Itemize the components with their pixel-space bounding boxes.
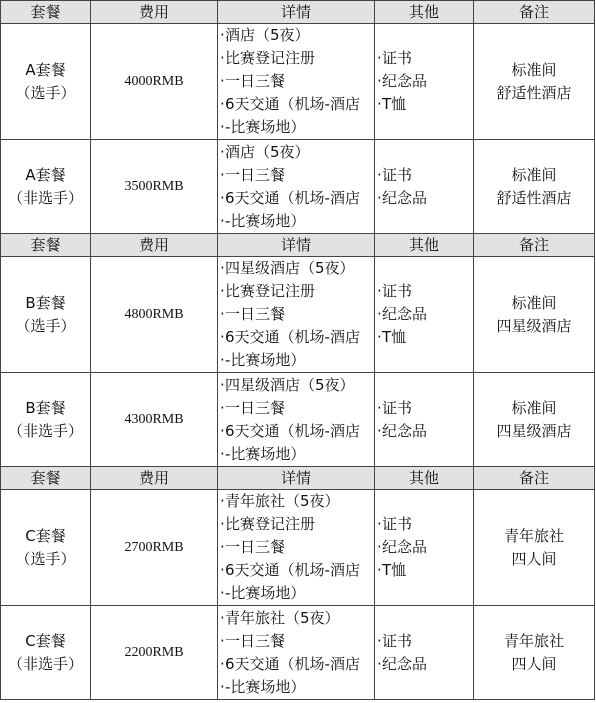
detail-text: 一日三餐: [225, 305, 286, 323]
header-other: 其他: [375, 467, 474, 490]
other-item: [377, 536, 473, 559]
bullet-dot: ·: [377, 398, 382, 417]
other-item: [377, 653, 473, 676]
package-fee: 4000RMB: [91, 24, 218, 140]
header-details: 详情: [218, 467, 375, 490]
detail-item: [220, 210, 374, 233]
other-item: [377, 47, 473, 70]
other-item: [377, 559, 473, 582]
bullet-dot: ·: [220, 444, 225, 463]
package-fee: 3500RMB: [91, 140, 218, 234]
detail-item: [220, 70, 374, 93]
detail-item: [220, 280, 374, 303]
other-text: T恤: [382, 328, 407, 346]
header-package: 套餐: [1, 234, 91, 257]
other-text: 纪念品: [382, 421, 428, 440]
other-text: 纪念品: [382, 654, 428, 673]
note-line: 舒适性酒店: [496, 83, 572, 102]
package-details-cell: [218, 606, 375, 700]
other-item: [377, 70, 473, 93]
note-line: 标准间: [511, 165, 557, 184]
other-item: [377, 397, 473, 420]
detail-item: [220, 676, 374, 699]
detail-item: [220, 513, 374, 536]
detail-text: 一日三餐: [225, 538, 286, 556]
detail-text: 6天交通（机场-酒店: [225, 188, 360, 207]
bullet-dot: ·: [220, 305, 225, 323]
detail-text: 酒店（5夜）: [225, 142, 310, 161]
bullet-dot: ·: [220, 584, 225, 602]
header-other: 其他: [375, 1, 474, 24]
detail-text: 四星级酒店（5夜）: [225, 375, 355, 394]
header-row: [1, 1, 595, 24]
package-fee: 4300RMB: [91, 373, 218, 467]
bullet-dot: ·: [220, 492, 225, 510]
other-text: T恤: [382, 95, 407, 113]
bullet-dot: ·: [220, 282, 225, 300]
package-other-cell: [375, 257, 474, 373]
package-details-cell: [218, 140, 375, 234]
header-row: [1, 467, 595, 490]
bullet-dot: ·: [220, 72, 225, 90]
header-fee: 费用: [91, 234, 218, 257]
bullet-dot: ·: [377, 631, 382, 650]
bullet-dot: ·: [220, 608, 225, 627]
package-name-cell: [1, 490, 91, 606]
bullet-dot: ·: [220, 515, 225, 533]
detail-item: [220, 607, 374, 630]
detail-text: -比赛场地）: [225, 444, 306, 463]
detail-text: 6天交通（机场-酒店: [225, 421, 360, 440]
bullet-dot: ·: [377, 95, 382, 113]
detail-item: [220, 559, 374, 582]
bullet-dot: ·: [377, 421, 382, 440]
package-name-line: （选手）: [15, 316, 76, 335]
detail-item: [220, 93, 374, 116]
package-details-cell: [218, 490, 375, 606]
note-line: 标准间: [511, 60, 557, 79]
bullet-dot: ·: [377, 515, 382, 533]
detail-text: -比赛场地）: [225, 351, 306, 369]
note-line: 四星级酒店: [496, 421, 572, 440]
bullet-dot: ·: [220, 654, 225, 673]
detail-text: 酒店（5夜）: [225, 26, 310, 44]
header-details: 详情: [218, 1, 375, 24]
package-other-cell: [375, 606, 474, 700]
package-notes-cell: [474, 24, 595, 140]
other-item: [377, 164, 473, 187]
package-name-line: B套餐: [25, 293, 66, 312]
detail-item: [220, 536, 374, 559]
bullet-dot: ·: [220, 421, 225, 440]
detail-text: 比赛登记注册: [225, 282, 316, 300]
bullet-dot: ·: [220, 677, 225, 696]
bullet-dot: ·: [377, 49, 382, 67]
bullet-dot: ·: [220, 259, 225, 277]
package-notes-cell: [474, 257, 595, 373]
package-details-cell: [218, 373, 375, 467]
detail-item: [220, 326, 374, 349]
package-name-line: （非选手）: [7, 421, 83, 440]
detail-text: -比赛场地）: [225, 677, 306, 696]
package-notes-cell: [474, 373, 595, 467]
bullet-dot: ·: [377, 328, 382, 346]
package-other-cell: [375, 140, 474, 234]
detail-item: [220, 303, 374, 326]
package-name-line: （非选手）: [7, 188, 83, 207]
note-line: 舒适性酒店: [496, 188, 572, 207]
header-notes: 备注: [474, 467, 595, 490]
detail-text: 比赛登记注册: [225, 515, 316, 533]
note-line: 四人间: [511, 549, 557, 568]
package-name-cell: [1, 606, 91, 700]
note-line: 青年旅社: [503, 526, 564, 545]
other-text: 证书: [382, 515, 413, 533]
detail-item: [220, 443, 374, 466]
detail-text: -比赛场地）: [225, 118, 306, 136]
detail-item: [220, 397, 374, 420]
package-name-line: （选手）: [15, 549, 76, 568]
other-text: 纪念品: [382, 305, 428, 323]
package-other-cell: [375, 490, 474, 606]
package-row: [1, 606, 595, 700]
other-item: [377, 420, 473, 443]
bullet-dot: ·: [220, 398, 225, 417]
package-fee: 2700RMB: [91, 490, 218, 606]
package-other-cell: [375, 373, 474, 467]
other-text: T恤: [382, 561, 407, 579]
package-name-line: B套餐: [25, 398, 66, 417]
bullet-dot: ·: [377, 165, 382, 184]
note-line: 四人间: [511, 654, 557, 673]
header-notes: 备注: [474, 1, 595, 24]
bullet-dot: ·: [220, 188, 225, 207]
detail-text: 一日三餐: [225, 631, 286, 650]
bullet-dot: ·: [220, 538, 225, 556]
package-name-line: （选手）: [15, 83, 76, 102]
header-details: 详情: [218, 234, 375, 257]
other-item: [377, 630, 473, 653]
header-row: [1, 234, 595, 257]
bullet-dot: ·: [220, 561, 225, 579]
bullet-dot: ·: [220, 375, 225, 394]
detail-text: 四星级酒店（5夜）: [225, 259, 355, 277]
detail-item: [220, 490, 374, 513]
header-notes: 备注: [474, 234, 595, 257]
header-package: 套餐: [1, 467, 91, 490]
package-row: [1, 490, 595, 606]
other-item: [377, 280, 473, 303]
package-name-cell: [1, 257, 91, 373]
detail-text: 6天交通（机场-酒店: [225, 95, 360, 113]
detail-item: [220, 374, 374, 397]
detail-item: [220, 164, 374, 187]
bullet-dot: ·: [220, 631, 225, 650]
package-name-line: A套餐: [25, 60, 66, 79]
package-row: [1, 140, 595, 234]
bullet-dot: ·: [377, 654, 382, 673]
other-item: [377, 303, 473, 326]
detail-item: [220, 653, 374, 676]
detail-item: [220, 47, 374, 70]
other-item: [377, 513, 473, 536]
detail-text: 青年旅社（5夜）: [225, 608, 340, 627]
detail-item: [220, 349, 374, 372]
note-line: 标准间: [511, 293, 557, 312]
other-text: 证书: [382, 165, 413, 184]
detail-item: [220, 630, 374, 653]
package-fee: 2200RMB: [91, 606, 218, 700]
package-row: [1, 373, 595, 467]
other-text: 纪念品: [382, 188, 428, 207]
detail-item: [220, 582, 374, 605]
package-notes-cell: [474, 490, 595, 606]
package-name-line: （非选手）: [7, 654, 83, 673]
package-details-cell: [218, 257, 375, 373]
detail-text: 6天交通（机场-酒店: [225, 561, 360, 579]
detail-text: 6天交通（机场-酒店: [225, 328, 360, 346]
bullet-dot: ·: [377, 282, 382, 300]
other-item: [377, 93, 473, 116]
bullet-dot: ·: [220, 328, 225, 346]
package-name-cell: [1, 373, 91, 467]
bullet-dot: ·: [220, 165, 225, 184]
detail-item: [220, 116, 374, 139]
bullet-dot: ·: [377, 188, 382, 207]
package-row: [1, 257, 595, 373]
other-item: [377, 187, 473, 210]
package-row: [1, 24, 595, 140]
detail-item: [220, 257, 374, 280]
detail-item: [220, 187, 374, 210]
bullet-dot: ·: [220, 351, 225, 369]
bullet-dot: ·: [377, 305, 382, 323]
other-text: 证书: [382, 282, 413, 300]
package-name-line: A套餐: [25, 165, 66, 184]
header-other: 其他: [375, 234, 474, 257]
package-name-cell: [1, 24, 91, 140]
detail-item: [220, 24, 374, 47]
detail-item: [220, 141, 374, 164]
bullet-dot: ·: [220, 118, 225, 136]
package-notes-cell: [474, 140, 595, 234]
bullet-dot: ·: [220, 49, 225, 67]
header-fee: 费用: [91, 1, 218, 24]
detail-item: [220, 420, 374, 443]
package-name-line: C套餐: [25, 631, 66, 650]
detail-text: 一日三餐: [225, 72, 286, 90]
bullet-dot: ·: [220, 211, 225, 230]
other-text: 证书: [382, 49, 413, 67]
detail-text: -比赛场地）: [225, 584, 306, 602]
detail-text: 比赛登记注册: [225, 49, 316, 67]
package-details-cell: [218, 24, 375, 140]
other-text: 纪念品: [382, 72, 428, 90]
package-name-cell: [1, 140, 91, 234]
header-package: 套餐: [1, 1, 91, 24]
package-name-line: C套餐: [25, 526, 66, 545]
bullet-dot: ·: [377, 538, 382, 556]
detail-text: 一日三餐: [225, 165, 286, 184]
other-item: [377, 326, 473, 349]
note-line: 四星级酒店: [496, 316, 572, 335]
other-text: 纪念品: [382, 538, 428, 556]
detail-text: 青年旅社（5夜）: [225, 492, 340, 510]
note-line: 标准间: [511, 398, 557, 417]
bullet-dot: ·: [377, 561, 382, 579]
bullet-dot: ·: [377, 72, 382, 90]
detail-text: 一日三餐: [225, 398, 286, 417]
bullet-dot: ·: [220, 26, 225, 44]
package-table-body: [1, 1, 595, 700]
bullet-dot: ·: [220, 95, 225, 113]
other-text: 证书: [382, 631, 413, 650]
other-text: 证书: [382, 398, 413, 417]
bullet-dot: ·: [220, 142, 225, 161]
package-notes-cell: [474, 606, 595, 700]
package-other-cell: [375, 24, 474, 140]
detail-text: 6天交通（机场-酒店: [225, 654, 360, 673]
note-line: 青年旅社: [503, 631, 564, 650]
header-fee: 费用: [91, 467, 218, 490]
package-fee: 4800RMB: [91, 257, 218, 373]
detail-text: -比赛场地）: [225, 211, 306, 230]
